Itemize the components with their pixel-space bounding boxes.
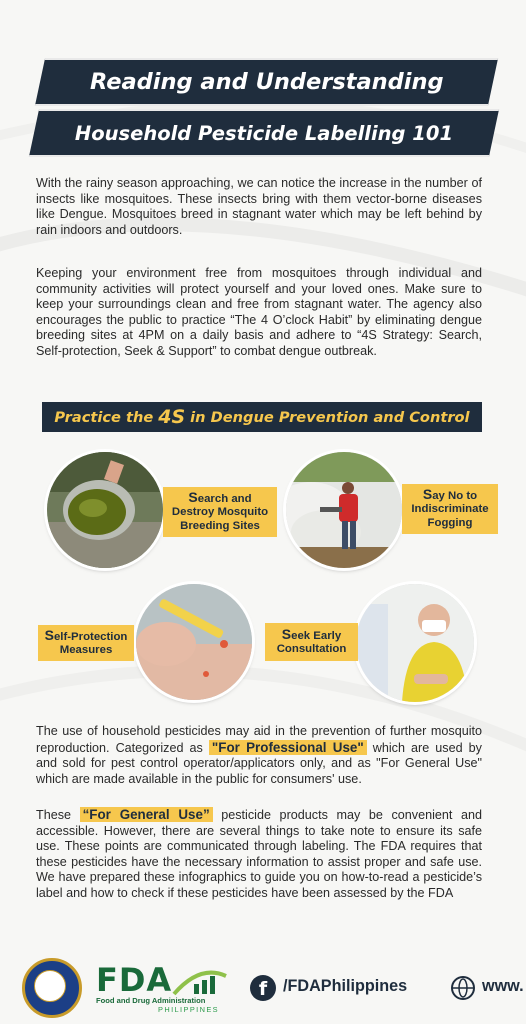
for-general-use-highlight: “For General Use” — [80, 807, 213, 822]
intro-paragraph-1: With the rainy season approaching, we can notice the increase in the number of insects like mosquitoes. These insects bring with them vector-borne diseases like Dengue. Mosquitoes breed in stagnant water which may be left behind by rain indoors and outdoors. — [36, 176, 482, 237]
stagnant-water-bucket-image — [47, 452, 163, 568]
step-1-line-3: Breeding Sites — [180, 519, 260, 532]
fda-country-text: PHILIPPINES — [158, 1005, 219, 1014]
step-2-line-1: ay No to — [432, 489, 478, 502]
facebook-icon[interactable]: f — [250, 975, 276, 1001]
step-3-line-2: Measures — [59, 644, 113, 656]
step-say-no-fogging — [402, 484, 498, 534]
usage-p1-before: The use of household pesticides may aid in the prevention of further mosquito reproduction. Categorized as — [36, 724, 482, 755]
repellent-application-image — [136, 584, 252, 700]
globe-icon[interactable] — [451, 976, 475, 1000]
step-4-line-1: eek Early — [291, 629, 342, 642]
step-3-line-1: elf-Protection — [53, 630, 128, 643]
fda-name-text: Food and Drug Administration — [96, 996, 206, 1005]
seal-center — [34, 970, 66, 1002]
step-search-destroy — [163, 487, 277, 537]
usage-p2-before: These — [36, 808, 80, 822]
for-professional-use-highlight: "For Professional Use" — [209, 740, 367, 755]
step-2-line-2: Indiscriminate — [411, 503, 489, 516]
step-1-line-1: earch and — [197, 492, 252, 505]
step-seek-consultation — [265, 623, 358, 661]
fda-logo-text: FDA — [96, 961, 173, 999]
step-1-line-2: Destroy Mosquito — [171, 506, 269, 519]
title-line-1-text: Reading and Understanding — [89, 69, 444, 95]
step-self-protection — [38, 625, 134, 661]
title-line-2-text: Household Pesticide Labelling 101 — [74, 121, 454, 145]
practice-before: Practice the — [54, 408, 154, 426]
doh-seal-logo — [22, 958, 82, 1018]
usage-paragraph-1 — [36, 724, 482, 787]
title-line-2 — [29, 109, 499, 157]
step-4-initial: S — [281, 625, 292, 642]
step-3-initial: S — [44, 626, 54, 643]
practice-emphasis: 4S — [158, 406, 186, 428]
fogging-image — [286, 452, 402, 568]
usage-p2-after: pesticide products may be convenient and accessible. However, there are several things to take note to ensure its safe use. These points are communicated through labeling. The FDA requires that these pesticides have the necessary information to assist proper and safe use. We have prepared these infographics to guide you on how-to-read a pesticide’s label and how to check if these pesticides have been assessed by the FDA — [36, 808, 482, 900]
fda-logo — [96, 962, 228, 1016]
step-2-line-3: Fogging — [427, 516, 473, 529]
intro-paragraph-2: Keeping your environment free from mosquitoes through individual and community activities will protect yourself and your loved ones. Make sure to keep your surroundings clean and free from stagnant water. The agency also encourages the public to practice “The 4 O’clock Habit” by eliminating dengue breeding sites at 4PM on a daily basis and adhere to “4S Strategy: Search, Self-protection, Seek & Support” to combat dengue outbreak. — [36, 266, 482, 358]
practice-4s-banner — [42, 402, 482, 432]
step-2-initial: S — [422, 485, 433, 502]
title-line-1 — [35, 58, 498, 106]
consultation-image — [356, 584, 474, 702]
fda-swoosh-icon — [172, 968, 228, 996]
usage-p1-after: which are used by and sold for pest control operator/applicators only, and as "For General Use" which are made available in the public for consumers' use. — [36, 740, 482, 786]
website-link[interactable]: www. — [482, 977, 524, 995]
practice-after: in Dengue Prevention and Control — [190, 408, 470, 426]
step-4-line-2: Consultation — [276, 643, 347, 655]
step-1-initial: S — [188, 488, 198, 505]
usage-paragraph-2 — [36, 807, 482, 902]
facebook-handle-link[interactable]: /FDAPhilippines — [283, 977, 408, 995]
